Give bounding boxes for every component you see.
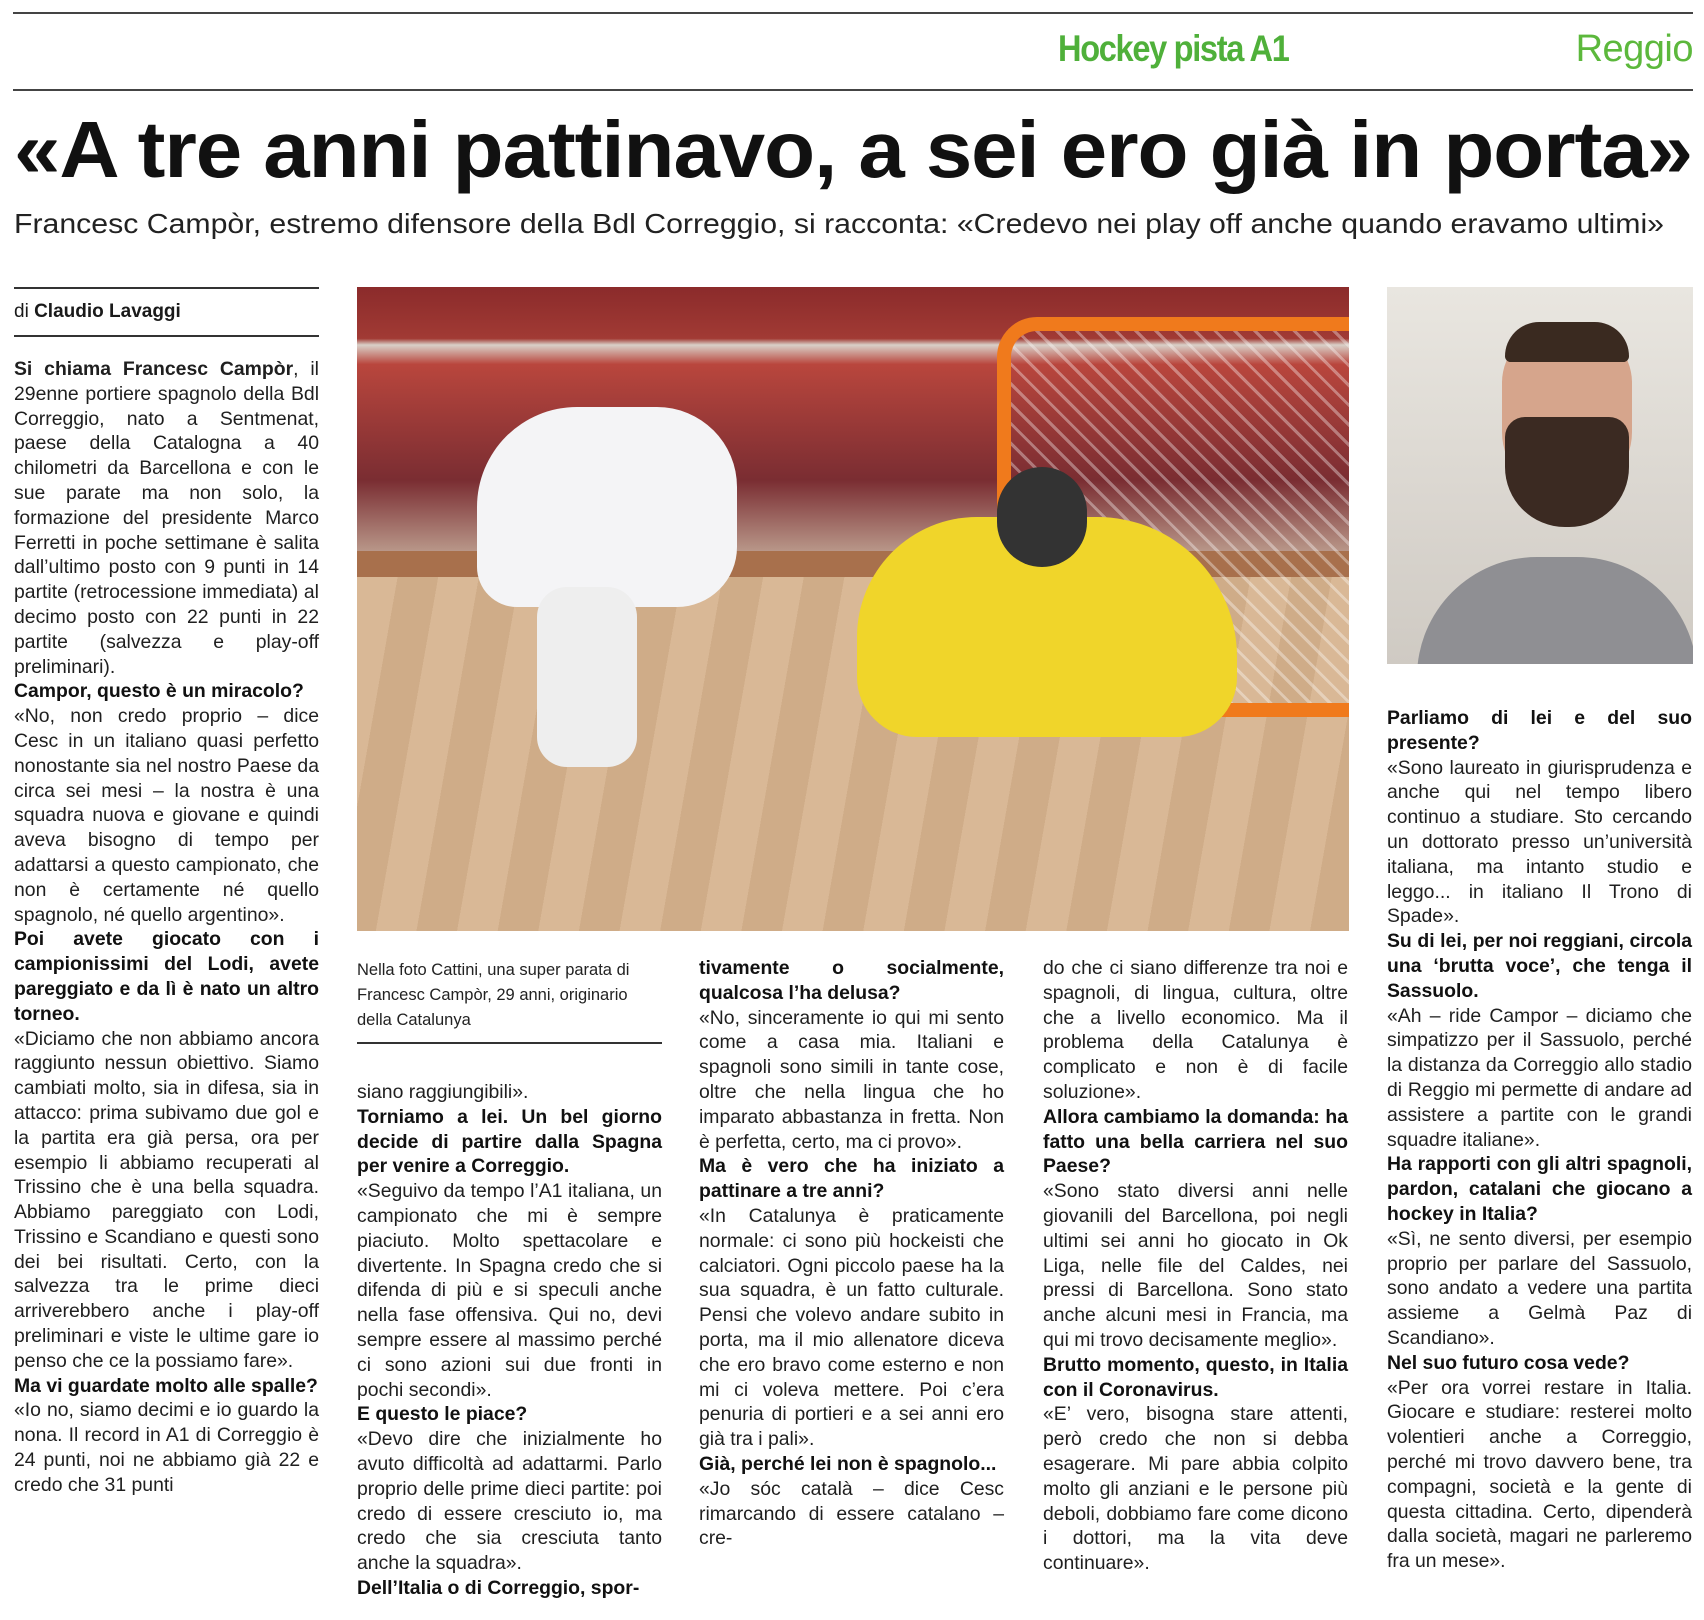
interview-answer: «No, sinceramente io qui mi sento come a casa mia. Italiani e spagnoli sono simili in tante cose, oltre che nella lingua che ho imparato abbastanza in fretta. Non è perfetta, certo, ma ci provo». [699, 1006, 1004, 1153]
interview-question: Nel suo futuro cosa vede? [1387, 1351, 1630, 1374]
byline [14, 287, 319, 337]
article-column-3 [699, 956, 1004, 1551]
article-column-2 [357, 1080, 662, 1601]
interview-answer: «Ah – ride Campor – diciamo che simpatizzo per il Sassuolo, perché la distanza da Correggio allo stadio di Reggio mi permette di andare ad assistere a partite con le grandi squadre italiane». [1387, 1004, 1692, 1151]
interview-question: tivamente o socialmente, qualcosa l’ha delusa? [699, 957, 1004, 1004]
interview-answer: siano raggiungibili». [357, 1081, 529, 1103]
interview-question: Torniamo a lei. Un bel giorno decide di partire dalla Spagna per venire a Correggio. [357, 1105, 662, 1178]
top-rule [13, 12, 1693, 14]
interview-answer: «Io no, siamo decimi e io guardo la nona. Il record in A1 di Correggio è 24 punti, noi ne abbiamo già 22 e credo che 31 punti [14, 1399, 319, 1496]
interview-answer: «Jo sóc català – dice Cesc rimarcando di essere catalano – cre- [699, 1477, 1004, 1550]
headline: «A tre anni pattinavo, a sei ero già in porta» [14, 105, 1692, 194]
interview-question: Ha rapporti con gli altri spagnoli, pardon, catalani che giocano a hockey in Italia? [1387, 1153, 1692, 1225]
article-column-4 [1043, 956, 1348, 1576]
interview-answer: do che ci siano differenze tra noi e spagnoli, di lingua, cultura, oltre che a livello economico. Ma il problema della Catalunya è complicato e non è di facile soluzione». [1043, 957, 1348, 1103]
city-label: Reggio [1575, 28, 1693, 70]
photo-caption: Nella foto Cattini, una super parata di Francesc Campòr, 29 anni, originario della Catalunya [357, 961, 630, 1029]
interview-answer: «In Catalunya è praticamente normale: ci sono più hockeisti che calciatori. Ogni piccolo paese ha la sua squadra, è un fatto culturale. Pensi che volevo andare subito in porta, ma il mio allenatore diceva che ero bravo come esterno e non mi ci voleva mettere. Poi c’era penuria di portieri e a sei anni ero già tra i pali». [699, 1204, 1004, 1451]
interview-question: Brutto momento, questo, in Italia con il Coronavirus. [1043, 1353, 1348, 1401]
interview-answer: «No, non credo proprio – dice Cesc in un italiano quasi perfetto nonostante sia nel nostro Paese da circa sei mesi – la nostra è una squadra nuova e giovane e quindi aveva bisogno di tempo per adattarsi a questo campionato, che non è certamente né quello spagnolo, né quello argentino». [14, 705, 319, 926]
interview-question: Ma è vero che ha iniziato a pattinare a tre anni? [699, 1155, 1004, 1203]
interview-question: Poi avete giocato con i campionissimi del Lodi, avete pareggiato e da lì è nato un altro torneo. [14, 928, 319, 1025]
header-rule [13, 89, 1693, 91]
interview-question: Già, perché lei non è spagnolo... [699, 1452, 997, 1475]
interview-answer: «Devo dire che inizialmente ho avuto difficoltà ad adattarmi. Parlo proprio delle prime dieci partite: poi credo di essere cresciuto io, ma credo che sia cresciuta tanto anche la squadra». [357, 1428, 662, 1575]
interview-answer: «Sono stato diversi anni nelle giovanili del Barcellona, poi negli ultimi sei anni ho giocato in Ok Liga, nelle file del Caldes, nei pressi di Barcellona. Sono stato anche alcuni mesi in Francia, ma qui mi trovo decisamente meglio». [1043, 1180, 1348, 1351]
interview-question: Ma vi guardate molto alle spalle? [14, 1374, 318, 1397]
portrait-photo [1387, 287, 1693, 664]
caption-rule [357, 1042, 662, 1044]
interview-question: Parliamo di lei e del suo presente? [1387, 707, 1692, 754]
lead-paragraph [14, 357, 319, 679]
article-column-1 [14, 357, 319, 1498]
interview-question: Campor, questo è un miracolo? [14, 680, 304, 703]
byline-author: Claudio Lavaggi [34, 301, 181, 322]
article-photo [357, 287, 1349, 931]
interview-answer: «Seguivo da tempo l’A1 italiana, un campionato che mi è sempre piaciuto. Molto spettacolare e divertente. In Spagna credo che si difenda di più e si speculi anche nella fase offensiva. Qui no, devi sempre essere al massimo perché ci sono azioni sui due fronti in pochi secondi». [357, 1180, 662, 1401]
interview-question: Su di lei, per noi reggiani, circola una ‘brutta voce’, che tenga il Sassuolo. [1387, 930, 1692, 1002]
section-label: Hockey pista A1 [1058, 28, 1289, 69]
interview-answer: «Per ora vorrei restare in Italia. Giocare e studiare: resterei molto volentieri anche a Correggio, perché mi trovo davvero bene, tra compagni, società e la gente di questa cittadina. Certo, dipenderà dalla società, magari ne parleremo fra un mese». [1387, 1376, 1692, 1573]
subheadline: Francesc Campòr, estremo difensore della Bdl Correggio, si racconta: «Credevo nei play off anche quando eravamo ultimi» [14, 208, 1664, 239]
interview-question: E questo le piace? [357, 1403, 528, 1426]
interview-question: Dell’Italia o di Correggio, spor- [357, 1576, 640, 1599]
interview-question: Allora cambiamo la domanda: ha fatto una bella carriera nel suo Paese? [1043, 1105, 1348, 1178]
byline-prefix: di [14, 301, 29, 322]
interview-answer: «Diciamo che non abbiamo ancora raggiunto nessun obiettivo. Siamo cambiati molto, sia in difesa, sia in attacco: prima subivamo due gol e la partita era già persa, ora per esempio li abbiamo recuperati al Trissino che è una bella squadra. Abbiamo pareggiato con Lodi, Trissino e Scandiano e questi sono dei bei risultati. Certo, con la salvezza tra le prime dieci arriverebbero anche i play-off preliminari e viste le ultime gare io penso che ce la possiamo fare». [14, 1027, 319, 1372]
lead-name: Si chiama Francesc Campòr [14, 358, 294, 380]
lead-text: , il 29enne portiere spagnolo della Bdl Correggio, nato a Sentmenat, paese della Catalogna a 40 chilometri da Barcellona e con le sue parate ma non solo, la formazione del presidente Marco Ferretti in poche settimane è salita dall’ultimo posto con 9 punti in 14 partite (retrocessione immediata) al decimo posto con 22 punti in 22 partite (salvezza e play-off preliminari). [14, 358, 319, 678]
interview-answer: «Sono laureato in giurisprudenza e anche qui nel tempo libero continuo a studiare. Sto cercando un dottorato presso un’università italiana, ma intanto studio e leggo... in italiano Il Trono di Spade». [1387, 756, 1692, 928]
interview-answer: «Sì, ne sento diversi, per esempio proprio per parlare del Sassuolo, sono andato a vedere una partita assieme a Gelmà Paz di Scandiano». [1387, 1227, 1692, 1349]
article-column-5 [1387, 706, 1692, 1574]
interview-answer: «E’ vero, bisogna stare attenti, però credo che non si debba esagerare. Mi pare abbia colpito molto gli anziani e le persone più deboli, dobbiamo fare come dicono i dottori, ma la vita deve continuare». [1043, 1403, 1348, 1575]
